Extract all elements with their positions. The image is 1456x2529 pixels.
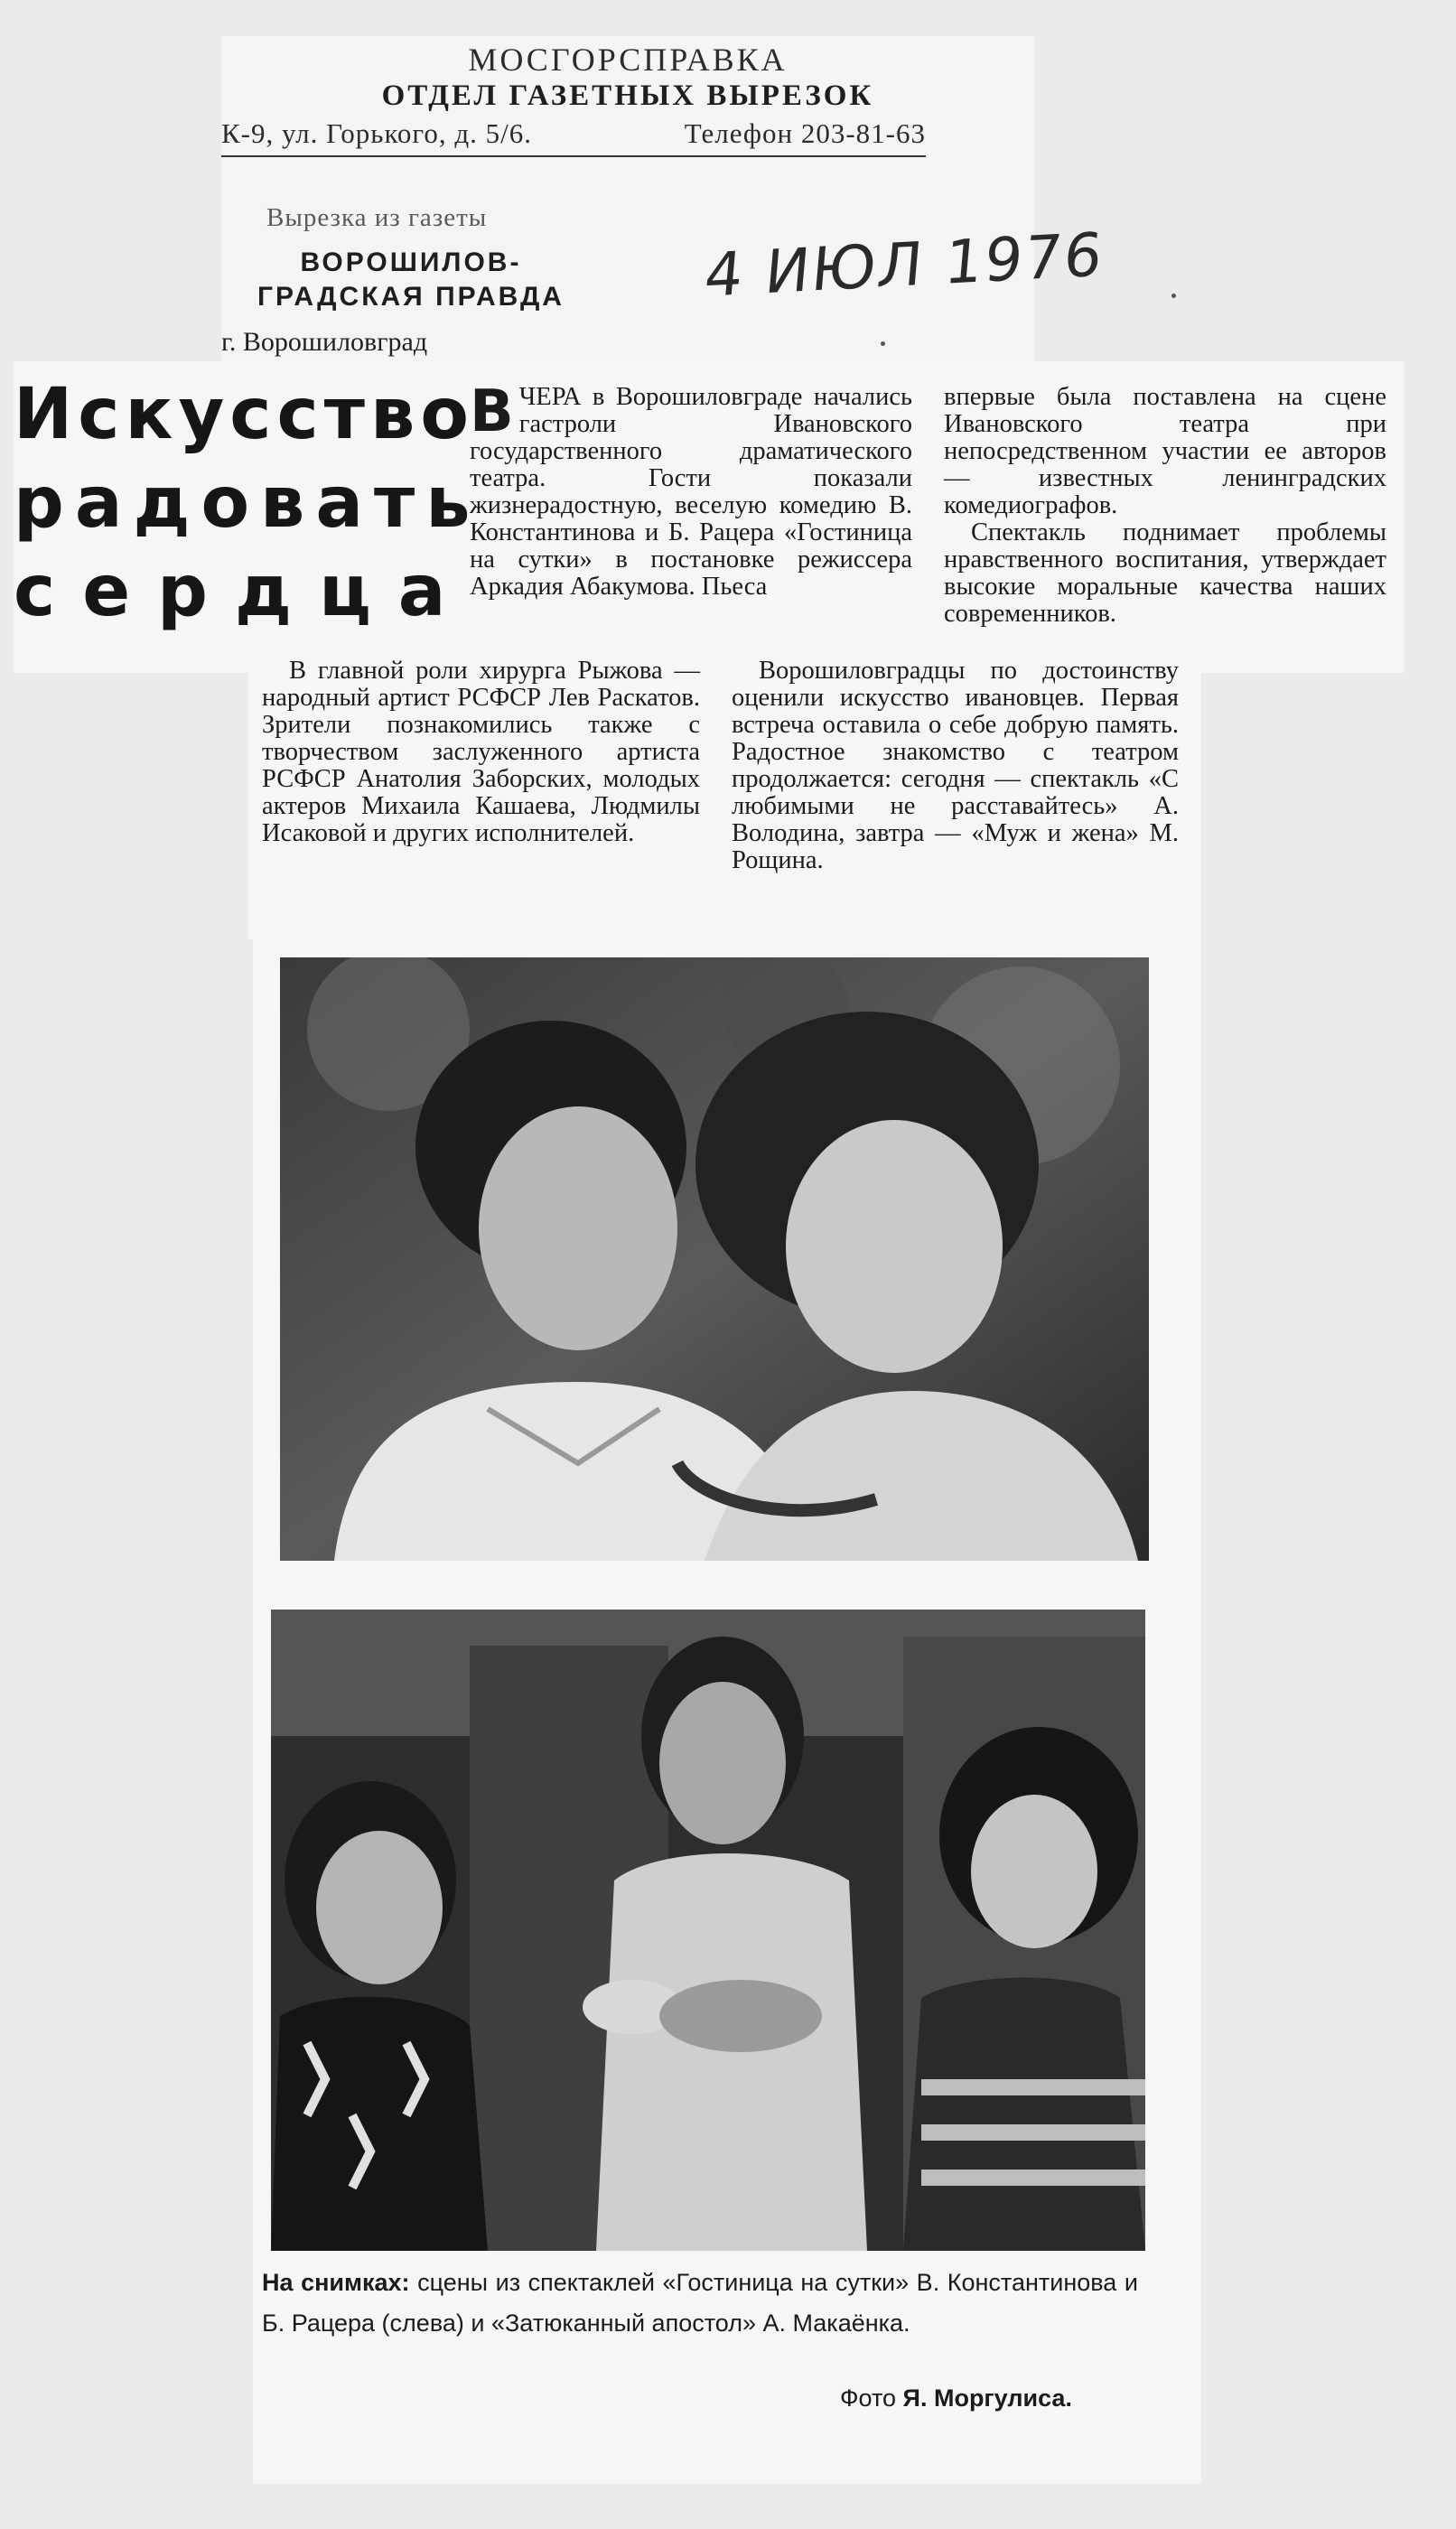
photo-1: [280, 957, 1149, 1561]
article-title: [14, 370, 481, 658]
date-stamp: 4 ИЮЛ 1976: [701, 219, 1107, 311]
credit-name: Я. Моргулиса.: [902, 2384, 1072, 2412]
article-column-3: В главной роли хирурга Рыжова — народный артист РСФСР Лев Раскатов. Зрители познакомились также с творчеством заслуженного артиста РСФСР Анатолия Заборских, молодых актеров Михаила Кашаева, Людмилы Исаковой и других исполнителей.: [262, 657, 700, 847]
newspaper-name: [230, 246, 592, 314]
bureau-name: МОСГОРСПРАВКА: [468, 42, 788, 78]
phone: Телефон 203-81-63: [684, 117, 926, 149]
photo-2: [271, 1610, 1145, 2251]
article-column-1: [470, 378, 912, 601]
column-2-paragraph-2: Спектакль поднимает проблемы нравственного воспитания, утверждает высокие моральные качества наших современников.: [944, 518, 1386, 628]
photo-1-image: [280, 957, 1149, 1561]
address: К-9, ул. Горького, д. 5/6.: [221, 117, 533, 149]
newspaper-name-line1: ВОРОШИЛОВ-: [300, 247, 522, 277]
article-column-2: [944, 384, 1386, 628]
caption-lead: На снимках:: [262, 2269, 410, 2296]
caption-text: сцены из спектаклей «Гостиница на сутки» В. Константинова и Б. Рацера (слева) и «Затюканный апостол» А. Макаёнка.: [262, 2269, 1138, 2337]
city: г. Ворошиловград: [221, 327, 428, 357]
speck-mark: [881, 341, 885, 346]
title-line-1: Искусство: [14, 374, 474, 455]
drop-cap: В: [470, 378, 514, 445]
column-2-paragraph-1: впервые была поставлена на сцене Ивановского театра при непосредственном участии ее авторов — известных ленинградских комедиографов.: [944, 383, 1386, 519]
speck-mark: [1171, 294, 1176, 298]
photo-2-image: [271, 1610, 1145, 2251]
newspaper-name-line2: ГРАДСКАЯ ПРАВДА: [257, 282, 565, 312]
title-line-2: радовать: [14, 462, 481, 544]
title-line-3: сердца: [14, 551, 473, 632]
photo-caption: [262, 2263, 1138, 2344]
address-line: [221, 117, 926, 157]
column-1-text: ЧЕРА в Ворошиловграде начались гастроли Ивановского государственного драматического театра. Гости показали жизнерадостную, веселую комедию В. Константинова и Б. Рацера «Гостиница на сутки» в постановке режиссера Аркадия Абакумова. Пьеса: [470, 383, 912, 601]
article-column-4: Ворошиловградцы по достоинству оценили искусство ивановцев. Первая встреча оставила о себе добрую память. Радостное знакомство с театром продолжается: сегодня — спектакль «С любимыми не расставайтесь» А. Володина, завтра — «Муж и жена» М. Рощина.: [732, 657, 1179, 874]
clipping-label: Вырезка из газеты: [266, 203, 488, 232]
credit-prefix: Фото: [840, 2384, 897, 2412]
department-name: ОТДЕЛ ГАЗЕТНЫХ ВЫРЕЗОК: [381, 79, 874, 112]
photo-credit: [840, 2384, 1072, 2412]
